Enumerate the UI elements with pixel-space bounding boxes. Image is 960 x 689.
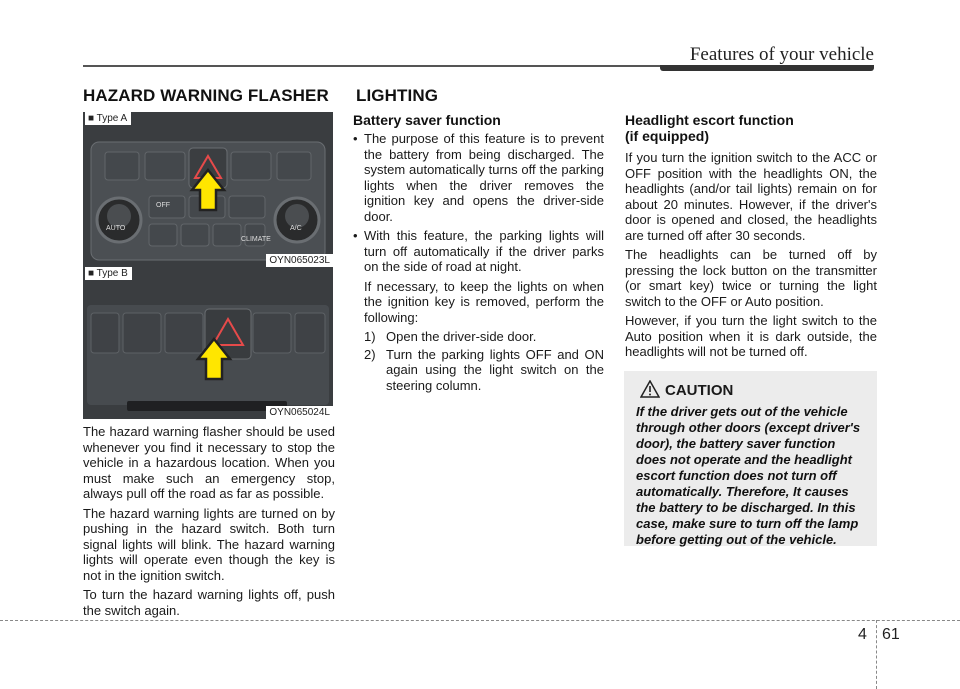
figure-type-a <box>83 112 333 267</box>
figure-b-tag: ■ Type B <box>85 267 132 280</box>
footer-rule <box>0 620 960 621</box>
figure-type-b <box>83 267 333 419</box>
page-number: 61 <box>882 626 900 643</box>
battery-step-1: 1) Open the driver-side door. <box>364 329 537 344</box>
climate-panel-illustration <box>83 112 333 267</box>
hazard-para-2: The hazard warning lights are turned on by pushing in the hazard switch. Both turn signal lights will blink. The hazard warning lights will operate even though the key is not in the ignition switch. <box>83 505 335 583</box>
battery-bullet-1: • The purpose of this feature is to prevent the battery from being discharged. The system automatically turns off the parking lights when the driver removes the ignition key and opens the driver-side door. <box>353 131 604 224</box>
battery-saver-heading: Battery saver function <box>353 112 501 128</box>
escort-para-1: If you turn the ignition switch to the ACC or OFF position with the headlights ON, the headlights (and/or tail lights) remain on for about 20 minutes. However, if the driver's door is opened and closed, the headlights are turned off after 30 seconds. <box>625 150 877 243</box>
battery-step-2: 2) Turn the parking lights OFF and ON again using the light switch on the steering column. <box>364 346 604 393</box>
escort-para-2: The headlights can be turned off by pressing the lock button on the transmitter (or smart key) twice or turning the light switch to the OFF or Auto position. <box>625 247 877 309</box>
off-label: OFF <box>156 202 170 209</box>
figure-a-code: OYN065023L <box>266 254 333 267</box>
section-title: Features of your vehicle <box>689 44 874 65</box>
battery-indent-text: If necessary, to keep the lights on when the ignition key is removed, perform the following: <box>364 278 604 325</box>
figure-b-code: OYN065024L <box>266 406 333 419</box>
page-divider <box>876 620 877 689</box>
hazard-body <box>83 424 335 622</box>
escort-para-3: However, if you turn the light switch to the Auto position when it is dark outside, the headlights will not be turned off. <box>625 313 877 359</box>
climate-label: CLIMATE <box>241 236 271 243</box>
ac-label: A/C <box>290 225 302 232</box>
auto-label: AUTO <box>106 225 126 232</box>
escort-heading: Headlight escort function (if equipped) <box>625 112 794 144</box>
chapter-number: 4 <box>858 626 867 643</box>
caution-title: CAUTION <box>665 382 734 399</box>
caution-box <box>624 371 877 546</box>
hazard-heading: HAZARD WARNING FLASHER <box>83 86 329 105</box>
hazard-para-3: To turn the hazard warning lights off, push the switch again. <box>83 587 335 618</box>
caution-text: If the driver gets out of the vehicle through other doors (except driver's door), the battery saver function does not operate and the headlight escort function does not turn off automatically. Therefore, It causes the battery to be discharged. In this case, make sure to turn off the lamp before getting out of the vehicle. <box>636 404 861 547</box>
figure-a-tag: ■ Type A <box>85 112 131 125</box>
header-rule-accent <box>660 65 874 71</box>
escort-body <box>625 150 877 364</box>
battery-bullet-2: • With this feature, the parking lights will turn off automatically if the driver parks on the side of road at night. <box>353 228 604 275</box>
battery-saver-body <box>353 131 604 395</box>
hazard-para-1: The hazard warning flasher should be used whenever you find it necessary to stop the vehicle in a hazardous location. When you must make such an emergency stop, always pull off the road as far as possible. <box>83 424 335 501</box>
seat-panel-illustration <box>83 267 333 419</box>
lighting-heading: LIGHTING <box>356 86 439 105</box>
warning-triangle-icon <box>640 380 660 398</box>
